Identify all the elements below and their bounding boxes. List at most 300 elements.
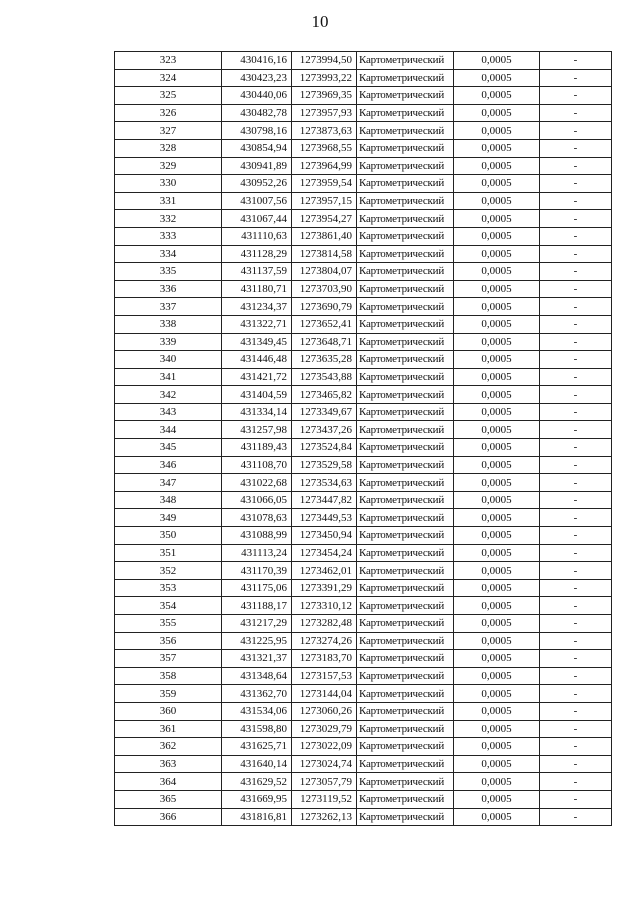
error-cell: 0,0005	[454, 315, 540, 333]
error-cell: 0,0005	[454, 52, 540, 70]
x-coordinate-cell: 431189,43	[222, 439, 292, 457]
x-coordinate-cell: 431113,24	[222, 544, 292, 562]
error-cell: 0,0005	[454, 509, 540, 527]
y-coordinate-cell: 1273157,53	[292, 667, 357, 685]
note-cell: -	[540, 351, 612, 369]
x-coordinate-cell: 430798,16	[222, 122, 292, 140]
y-coordinate-cell: 1273964,99	[292, 157, 357, 175]
point-number-cell: 356	[115, 632, 222, 650]
error-cell: 0,0005	[454, 104, 540, 122]
point-number-cell: 365	[115, 790, 222, 808]
error-cell: 0,0005	[454, 702, 540, 720]
table-row	[115, 738, 612, 756]
error-cell: 0,0005	[454, 579, 540, 597]
x-coordinate-cell: 430854,94	[222, 139, 292, 157]
y-coordinate-cell: 1273391,29	[292, 579, 357, 597]
x-coordinate-cell: 431257,98	[222, 421, 292, 439]
x-coordinate-cell: 431137,59	[222, 263, 292, 281]
table-row	[115, 562, 612, 580]
table-row	[115, 597, 612, 615]
method-cell: Картометрический	[357, 210, 454, 228]
note-cell: -	[540, 368, 612, 386]
method-cell: Картометрический	[357, 509, 454, 527]
x-coordinate-cell: 430423,23	[222, 69, 292, 87]
x-coordinate-cell: 431067,44	[222, 210, 292, 228]
table-row	[115, 509, 612, 527]
x-coordinate-cell: 431180,71	[222, 280, 292, 298]
method-cell: Картометрический	[357, 69, 454, 87]
error-cell: 0,0005	[454, 790, 540, 808]
note-cell: -	[540, 702, 612, 720]
note-cell: -	[540, 210, 612, 228]
point-number-cell: 338	[115, 315, 222, 333]
method-cell: Картометрический	[357, 720, 454, 738]
table-row	[115, 280, 612, 298]
method-cell: Картометрический	[357, 579, 454, 597]
point-number-cell: 363	[115, 755, 222, 773]
note-cell: -	[540, 139, 612, 157]
error-cell: 0,0005	[454, 210, 540, 228]
point-number-cell: 343	[115, 403, 222, 421]
point-number-cell: 362	[115, 738, 222, 756]
error-cell: 0,0005	[454, 491, 540, 509]
point-number-cell: 328	[115, 139, 222, 157]
error-cell: 0,0005	[454, 122, 540, 140]
y-coordinate-cell: 1273954,27	[292, 210, 357, 228]
y-coordinate-cell: 1273060,26	[292, 702, 357, 720]
table-row	[115, 139, 612, 157]
table-row	[115, 790, 612, 808]
note-cell: -	[540, 615, 612, 633]
note-cell: -	[540, 491, 612, 509]
error-cell: 0,0005	[454, 403, 540, 421]
table-row	[115, 52, 612, 70]
table-row	[115, 720, 612, 738]
table-row	[115, 227, 612, 245]
note-cell: -	[540, 650, 612, 668]
point-number-cell: 336	[115, 280, 222, 298]
error-cell: 0,0005	[454, 333, 540, 351]
method-cell: Картометрический	[357, 192, 454, 210]
note-cell: -	[540, 69, 612, 87]
table-row	[115, 403, 612, 421]
note-cell: -	[540, 298, 612, 316]
point-number-cell: 366	[115, 808, 222, 826]
x-coordinate-cell: 430952,26	[222, 175, 292, 193]
table-row	[115, 491, 612, 509]
point-number-cell: 346	[115, 456, 222, 474]
x-coordinate-cell: 430941,89	[222, 157, 292, 175]
method-cell: Картометрический	[357, 368, 454, 386]
x-coordinate-cell: 431322,71	[222, 315, 292, 333]
x-coordinate-cell: 431321,37	[222, 650, 292, 668]
note-cell: -	[540, 509, 612, 527]
method-cell: Картометрический	[357, 790, 454, 808]
method-cell: Картометрический	[357, 650, 454, 668]
page-number: 10	[311, 12, 329, 31]
point-number-cell: 323	[115, 52, 222, 70]
table-row	[115, 175, 612, 193]
method-cell: Картометрический	[357, 139, 454, 157]
y-coordinate-cell: 1273024,74	[292, 755, 357, 773]
table-row	[115, 439, 612, 457]
x-coordinate-cell: 431625,71	[222, 738, 292, 756]
method-cell: Картометрический	[357, 544, 454, 562]
point-number-cell: 357	[115, 650, 222, 668]
y-coordinate-cell: 1273449,53	[292, 509, 357, 527]
table-row	[115, 421, 612, 439]
x-coordinate-cell: 431022,68	[222, 474, 292, 492]
method-cell: Картометрический	[357, 263, 454, 281]
method-cell: Картометрический	[357, 562, 454, 580]
y-coordinate-cell: 1273022,09	[292, 738, 357, 756]
x-coordinate-cell: 431175,06	[222, 579, 292, 597]
note-cell: -	[540, 544, 612, 562]
point-number-cell: 359	[115, 685, 222, 703]
coordinates-table-body	[115, 52, 612, 826]
x-coordinate-cell: 431007,56	[222, 192, 292, 210]
x-coordinate-cell: 431334,14	[222, 403, 292, 421]
error-cell: 0,0005	[454, 474, 540, 492]
method-cell: Картометрический	[357, 227, 454, 245]
error-cell: 0,0005	[454, 69, 540, 87]
method-cell: Картометрический	[357, 491, 454, 509]
method-cell: Картометрический	[357, 439, 454, 457]
method-cell: Картометрический	[357, 456, 454, 474]
method-cell: Картометрический	[357, 52, 454, 70]
point-number-cell: 332	[115, 210, 222, 228]
table-row	[115, 755, 612, 773]
note-cell: -	[540, 52, 612, 70]
note-cell: -	[540, 755, 612, 773]
note-cell: -	[540, 790, 612, 808]
x-coordinate-cell: 430416,16	[222, 52, 292, 70]
y-coordinate-cell: 1273529,58	[292, 456, 357, 474]
x-coordinate-cell: 431534,06	[222, 702, 292, 720]
y-coordinate-cell: 1273804,07	[292, 263, 357, 281]
point-number-cell: 342	[115, 386, 222, 404]
table-row	[115, 650, 612, 668]
y-coordinate-cell: 1273119,52	[292, 790, 357, 808]
note-cell: -	[540, 333, 612, 351]
table-row	[115, 69, 612, 87]
x-coordinate-cell: 431108,70	[222, 456, 292, 474]
method-cell: Картометрический	[357, 474, 454, 492]
method-cell: Картометрический	[357, 702, 454, 720]
note-cell: -	[540, 280, 612, 298]
point-number-cell: 333	[115, 227, 222, 245]
error-cell: 0,0005	[454, 351, 540, 369]
method-cell: Картометрический	[357, 527, 454, 545]
method-cell: Картометрический	[357, 175, 454, 193]
y-coordinate-cell: 1273703,90	[292, 280, 357, 298]
note-cell: -	[540, 403, 612, 421]
error-cell: 0,0005	[454, 87, 540, 105]
x-coordinate-cell: 431669,95	[222, 790, 292, 808]
y-coordinate-cell: 1273029,79	[292, 720, 357, 738]
x-coordinate-cell: 431640,14	[222, 755, 292, 773]
point-number-cell: 344	[115, 421, 222, 439]
table-row	[115, 315, 612, 333]
x-coordinate-cell: 431629,52	[222, 773, 292, 791]
note-cell: -	[540, 738, 612, 756]
table-row	[115, 808, 612, 826]
point-number-cell: 341	[115, 368, 222, 386]
y-coordinate-cell: 1273959,54	[292, 175, 357, 193]
x-coordinate-cell: 431816,81	[222, 808, 292, 826]
point-number-cell: 329	[115, 157, 222, 175]
error-cell: 0,0005	[454, 280, 540, 298]
note-cell: -	[540, 808, 612, 826]
table-row	[115, 474, 612, 492]
coordinates-table	[114, 51, 612, 826]
error-cell: 0,0005	[454, 439, 540, 457]
note-cell: -	[540, 527, 612, 545]
y-coordinate-cell: 1273465,82	[292, 386, 357, 404]
error-cell: 0,0005	[454, 808, 540, 826]
error-cell: 0,0005	[454, 615, 540, 633]
table-row	[115, 351, 612, 369]
table-row	[115, 245, 612, 263]
y-coordinate-cell: 1273690,79	[292, 298, 357, 316]
error-cell: 0,0005	[454, 773, 540, 791]
x-coordinate-cell: 431170,39	[222, 562, 292, 580]
table-row	[115, 333, 612, 351]
note-cell: -	[540, 386, 612, 404]
table-row	[115, 632, 612, 650]
method-cell: Картометрический	[357, 808, 454, 826]
x-coordinate-cell: 431349,45	[222, 333, 292, 351]
point-number-cell: 345	[115, 439, 222, 457]
x-coordinate-cell: 431217,29	[222, 615, 292, 633]
error-cell: 0,0005	[454, 527, 540, 545]
error-cell: 0,0005	[454, 298, 540, 316]
point-number-cell: 353	[115, 579, 222, 597]
table-row	[115, 104, 612, 122]
x-coordinate-cell: 431598,80	[222, 720, 292, 738]
error-cell: 0,0005	[454, 157, 540, 175]
note-cell: -	[540, 667, 612, 685]
method-cell: Картометрический	[357, 615, 454, 633]
y-coordinate-cell: 1273282,48	[292, 615, 357, 633]
y-coordinate-cell: 1273814,58	[292, 245, 357, 263]
x-coordinate-cell: 431066,05	[222, 491, 292, 509]
point-number-cell: 350	[115, 527, 222, 545]
error-cell: 0,0005	[454, 386, 540, 404]
table-row	[115, 773, 612, 791]
note-cell: -	[540, 439, 612, 457]
y-coordinate-cell: 1273144,04	[292, 685, 357, 703]
table-row	[115, 298, 612, 316]
note-cell: -	[540, 456, 612, 474]
method-cell: Картометрический	[357, 157, 454, 175]
point-number-cell: 326	[115, 104, 222, 122]
x-coordinate-cell: 430482,78	[222, 104, 292, 122]
y-coordinate-cell: 1273262,13	[292, 808, 357, 826]
point-number-cell: 334	[115, 245, 222, 263]
table-row	[115, 615, 612, 633]
point-number-cell: 331	[115, 192, 222, 210]
method-cell: Картометрический	[357, 298, 454, 316]
method-cell: Картометрический	[357, 122, 454, 140]
point-number-cell: 324	[115, 69, 222, 87]
note-cell: -	[540, 263, 612, 281]
method-cell: Картометрический	[357, 738, 454, 756]
y-coordinate-cell: 1273274,26	[292, 632, 357, 650]
point-number-cell: 347	[115, 474, 222, 492]
note-cell: -	[540, 632, 612, 650]
x-coordinate-cell: 431188,17	[222, 597, 292, 615]
method-cell: Картометрический	[357, 245, 454, 263]
point-number-cell: 361	[115, 720, 222, 738]
y-coordinate-cell: 1273635,28	[292, 351, 357, 369]
note-cell: -	[540, 157, 612, 175]
error-cell: 0,0005	[454, 227, 540, 245]
x-coordinate-cell: 431404,59	[222, 386, 292, 404]
x-coordinate-cell: 431421,72	[222, 368, 292, 386]
error-cell: 0,0005	[454, 139, 540, 157]
error-cell: 0,0005	[454, 175, 540, 193]
method-cell: Картометрический	[357, 333, 454, 351]
point-number-cell: 337	[115, 298, 222, 316]
table-row	[115, 192, 612, 210]
table-row	[115, 685, 612, 703]
note-cell: -	[540, 685, 612, 703]
y-coordinate-cell: 1273957,15	[292, 192, 357, 210]
y-coordinate-cell: 1273450,94	[292, 527, 357, 545]
note-cell: -	[540, 87, 612, 105]
note-cell: -	[540, 175, 612, 193]
y-coordinate-cell: 1273183,70	[292, 650, 357, 668]
x-coordinate-cell: 431078,63	[222, 509, 292, 527]
point-number-cell: 330	[115, 175, 222, 193]
table-row	[115, 386, 612, 404]
note-cell: -	[540, 474, 612, 492]
point-number-cell: 358	[115, 667, 222, 685]
y-coordinate-cell: 1273652,41	[292, 315, 357, 333]
error-cell: 0,0005	[454, 245, 540, 263]
y-coordinate-cell: 1273454,24	[292, 544, 357, 562]
y-coordinate-cell: 1273957,93	[292, 104, 357, 122]
note-cell: -	[540, 773, 612, 791]
method-cell: Картометрический	[357, 755, 454, 773]
error-cell: 0,0005	[454, 755, 540, 773]
table-row	[115, 667, 612, 685]
note-cell: -	[540, 245, 612, 263]
y-coordinate-cell: 1273543,88	[292, 368, 357, 386]
y-coordinate-cell: 1273310,12	[292, 597, 357, 615]
table-row	[115, 544, 612, 562]
y-coordinate-cell: 1273993,22	[292, 69, 357, 87]
y-coordinate-cell: 1273462,01	[292, 562, 357, 580]
method-cell: Картометрический	[357, 632, 454, 650]
method-cell: Картометрический	[357, 685, 454, 703]
error-cell: 0,0005	[454, 263, 540, 281]
note-cell: -	[540, 104, 612, 122]
x-coordinate-cell: 431110,63	[222, 227, 292, 245]
y-coordinate-cell: 1273994,50	[292, 52, 357, 70]
method-cell: Картометрический	[357, 773, 454, 791]
error-cell: 0,0005	[454, 667, 540, 685]
note-cell: -	[540, 122, 612, 140]
y-coordinate-cell: 1273969,35	[292, 87, 357, 105]
error-cell: 0,0005	[454, 685, 540, 703]
error-cell: 0,0005	[454, 632, 540, 650]
table-row	[115, 456, 612, 474]
table-row	[115, 702, 612, 720]
method-cell: Картометрический	[357, 667, 454, 685]
y-coordinate-cell: 1273873,63	[292, 122, 357, 140]
note-cell: -	[540, 720, 612, 738]
table-row	[115, 87, 612, 105]
point-number-cell: 360	[115, 702, 222, 720]
error-cell: 0,0005	[454, 597, 540, 615]
note-cell: -	[540, 227, 612, 245]
x-coordinate-cell: 431128,29	[222, 245, 292, 263]
method-cell: Картометрический	[357, 351, 454, 369]
point-number-cell: 352	[115, 562, 222, 580]
point-number-cell: 351	[115, 544, 222, 562]
note-cell: -	[540, 597, 612, 615]
error-cell: 0,0005	[454, 421, 540, 439]
x-coordinate-cell: 430440,06	[222, 87, 292, 105]
method-cell: Картометрический	[357, 87, 454, 105]
method-cell: Картометрический	[357, 597, 454, 615]
y-coordinate-cell: 1273648,71	[292, 333, 357, 351]
method-cell: Картометрический	[357, 104, 454, 122]
point-number-cell: 348	[115, 491, 222, 509]
error-cell: 0,0005	[454, 368, 540, 386]
table-row	[115, 368, 612, 386]
error-cell: 0,0005	[454, 650, 540, 668]
x-coordinate-cell: 431362,70	[222, 685, 292, 703]
point-number-cell: 364	[115, 773, 222, 791]
x-coordinate-cell: 431348,64	[222, 667, 292, 685]
point-number-cell: 339	[115, 333, 222, 351]
note-cell: -	[540, 579, 612, 597]
point-number-cell: 335	[115, 263, 222, 281]
method-cell: Картометрический	[357, 421, 454, 439]
y-coordinate-cell: 1273534,63	[292, 474, 357, 492]
table-row	[115, 210, 612, 228]
error-cell: 0,0005	[454, 720, 540, 738]
table-row	[115, 263, 612, 281]
note-cell: -	[540, 421, 612, 439]
x-coordinate-cell: 431225,95	[222, 632, 292, 650]
point-number-cell: 325	[115, 87, 222, 105]
y-coordinate-cell: 1273447,82	[292, 491, 357, 509]
point-number-cell: 355	[115, 615, 222, 633]
error-cell: 0,0005	[454, 562, 540, 580]
error-cell: 0,0005	[454, 456, 540, 474]
error-cell: 0,0005	[454, 192, 540, 210]
error-cell: 0,0005	[454, 738, 540, 756]
method-cell: Картометрический	[357, 386, 454, 404]
y-coordinate-cell: 1273057,79	[292, 773, 357, 791]
note-cell: -	[540, 562, 612, 580]
error-cell: 0,0005	[454, 544, 540, 562]
point-number-cell: 340	[115, 351, 222, 369]
note-cell: -	[540, 315, 612, 333]
y-coordinate-cell: 1273861,40	[292, 227, 357, 245]
point-number-cell: 349	[115, 509, 222, 527]
method-cell: Картометрический	[357, 315, 454, 333]
x-coordinate-cell: 431088,99	[222, 527, 292, 545]
note-cell: -	[540, 192, 612, 210]
y-coordinate-cell: 1273349,67	[292, 403, 357, 421]
point-number-cell: 354	[115, 597, 222, 615]
method-cell: Картометрический	[357, 280, 454, 298]
